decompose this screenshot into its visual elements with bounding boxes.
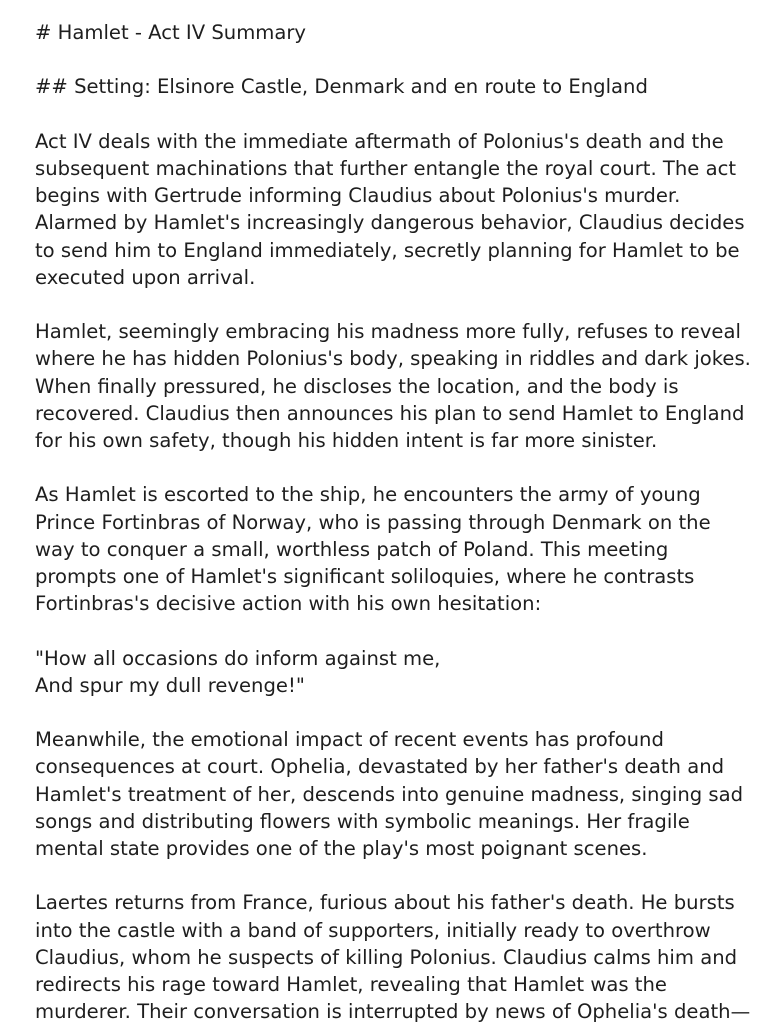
paragraph-line: Meanwhile, the emotional impact of recent events has profound [35,728,664,752]
paragraph-line: songs and distributing flowers with symbolic meanings. Her fragile [35,809,690,833]
paragraph-line: mental state provides one of the play's most poignant scenes. [35,837,648,860]
spacer [35,46,744,73]
paragraph-line: Claudius, whom he suspects of killing Polonius. Claudius calms him and [35,945,738,969]
spacer [35,454,744,481]
paragraph-line: Alarmed by Hamlet's increasingly dangerous behavior, Claudius decides [35,211,745,235]
paragraph-2 [35,318,751,454]
paragraph-line: recovered. Claudius then announces his plan to send Hamlet to England [35,401,745,425]
paragraph-line: Act IV deals with the immediate aftermath of Polonius's death and the [35,129,724,153]
paragraph-line: where he has hidden Polonius's body, speaking in riddles and dark jokes. [35,347,751,371]
paragraph-line: to send him to England immediately, secretly planning for Hamlet to be [35,238,740,262]
paragraph-line: Laertes returns from France, furious about his father's death. He bursts [35,891,735,915]
paragraph-line: redirects his rage toward Hamlet, revealing that Hamlet was the [35,973,667,996]
paragraph-line: Fortinbras's decisive action with his own hesitation: [35,592,542,616]
paragraph-line: Hamlet, seemingly embracing his madness more fully, refuses to reveal [35,320,741,344]
paragraph-line: way to conquer a small, worthless patch of Poland. This meeting [35,537,669,561]
paragraph-line: into the castle with a band of supporters, initially ready to overthrow [35,918,711,942]
paragraph-line: subsequent machinations that further entangle the royal court. The act [35,156,737,180]
paragraph-line: begins with Gertrude informing Claudius about Polonius's murder. [35,184,681,208]
paragraph-line: As Hamlet is escorted to the ship, he encounters the army of young [35,483,701,507]
setting-heading: ## Setting: Elsinore Castle, Denmark and en route to England [35,75,648,99]
paragraph-line: Hamlet's treatment of her, descends into genuine madness, singing sad [35,782,744,806]
quote-line: And spur my dull revenge!" [35,673,305,697]
spacer [35,699,744,726]
paragraph-line: murderer. Their conversation is interrupted by news of Ophelia's death— [35,1000,751,1024]
quote-block [35,645,744,699]
paragraph-line: Prince Fortinbras of Norway, who is passing through Denmark on the [35,510,711,534]
paragraph-4 [35,726,744,862]
spacer [35,862,744,889]
paragraph-3 [35,481,744,617]
paragraph-1 [35,128,744,291]
quote-line: "How all occasions do inform against me, [35,646,441,670]
paragraph-line: executed upon arrival. [35,265,256,289]
spacer [35,101,744,128]
paragraph-line: When finally pressured, he discloses the location, and the body is [35,374,679,398]
spacer [35,617,744,644]
paragraph-line: consequences at court. Ophelia, devastated by her father's death and [35,755,725,779]
spacer [35,291,744,318]
document-title: # Hamlet - Act IV Summary [35,21,307,44]
paragraph-line: for his own safety, though his hidden intent is far more sinister. [35,429,658,452]
paragraph-line: prompts one of Hamlet's significant soliloquies, where he contrasts [35,565,695,588]
paragraph-5 [35,889,751,1024]
